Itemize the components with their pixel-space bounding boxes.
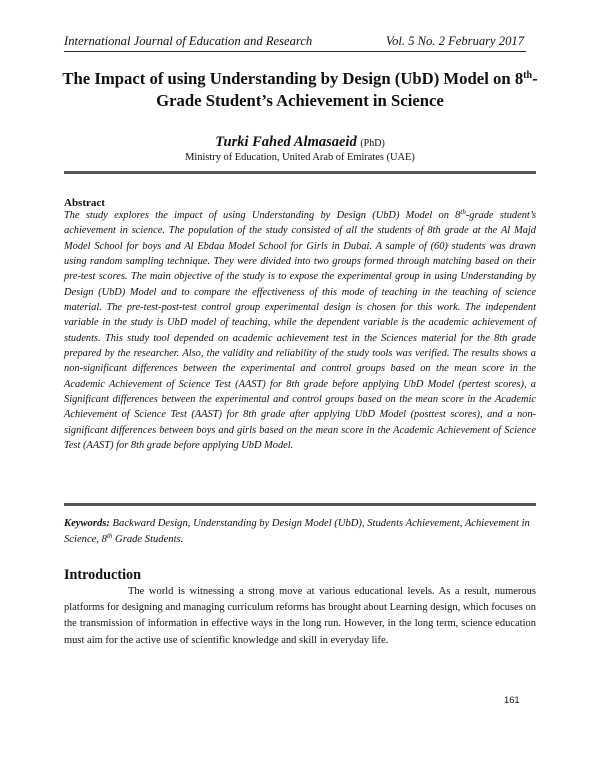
keywords-label: Keywords: bbox=[64, 518, 110, 529]
title-line1-prefix: The Impact of using Understanding by Design (UbD) Model on 8 bbox=[62, 69, 524, 88]
abstract-text bbox=[64, 208, 536, 454]
section-divider-bottom bbox=[64, 503, 536, 506]
author-name: Turki Fahed Almasaeid bbox=[215, 134, 357, 150]
keywords-text-suffix: Grade Students. bbox=[112, 534, 184, 545]
keywords bbox=[64, 516, 536, 548]
journal-name: International Journal of Education and Research bbox=[64, 34, 313, 48]
page-number: 161 bbox=[504, 694, 520, 705]
abstract-text-suffix: -grade student’s achievement in science. The population of the study consisted of all the students of 8th grade at the Al Majd Model School for boys and Al Ebdaa Model School for Girls in Dubai. A sample of (60) students was drawn using random sampling technique. They were divided into two groups formed through matching based on their pre-test scores. The main objective of the study is to expose the experimental group in using Understanding by Design (UbD) Model and to compare the effectiveness of this mode of teaching in the teaching of science material. The pre-test-post-test control group experimental design is chosen for this work. The independent variable in the study is UbD model of teaching, while the dependent variable is the academic achievement of students. This study tool depended on academic achievement test in the Sciences material for the 8th grade prepared by the researcher. Also, the validity and reliability of the study tools was verified. The results shows a non-significant differences between the experimental and control groups based on the mean score in the Academic Achievement of Science Test (AAST) for 8th grade before applying UbD Model (pertest scores), a Significant differences between the experimental and control groups based on the mean score in the Academic Achievement of Science Test (AAST) for 8th grade after applying UbD Model (posttest scores), and a non-significant differences between boys and girls based on the mean score in the Academic Achievement of Science Test (AAST) for 8th grade before applying UbD Model. bbox=[64, 210, 536, 452]
keywords-text-prefix: Backward Design, Understanding by Design Model (UbD), Students Achievement, Achievement in Science, 8 bbox=[64, 518, 530, 545]
author-line bbox=[60, 134, 540, 152]
abstract-text-sup: th bbox=[460, 208, 466, 216]
introduction-text: The world is witnessing a strong move at various educational levels. As a result, numerous platforms for designing and managing curriculum reforms has brought about Learning design, which focuses on the transmission of information in effective ways in the long run. However, in the long term, science education must aim for the active use of scientific knowledge and skill in everyday life. bbox=[64, 586, 536, 646]
title-line1-suffix: - bbox=[532, 69, 538, 88]
header-rule bbox=[64, 51, 526, 52]
abstract-text-prefix: The study explores the impact of using Understanding by Design (UbD) Model on 8 bbox=[64, 210, 461, 221]
section-divider-top bbox=[64, 171, 536, 174]
volume-info: Vol. 5 No. 2 February 2017 bbox=[385, 34, 524, 48]
author-degree: (PhD) bbox=[360, 138, 385, 149]
title-line1-sup: th bbox=[523, 70, 533, 81]
abstract-heading: Abstract bbox=[64, 197, 105, 209]
title-line2: Grade Student’s Achievement in Science bbox=[156, 91, 444, 110]
introduction-heading: Introduction bbox=[64, 567, 141, 583]
author-affiliation: Ministry of Education, United Arab of Emirates (UAE) bbox=[185, 152, 415, 163]
paper-title bbox=[60, 68, 540, 112]
keywords-text-sup: th bbox=[106, 532, 113, 540]
